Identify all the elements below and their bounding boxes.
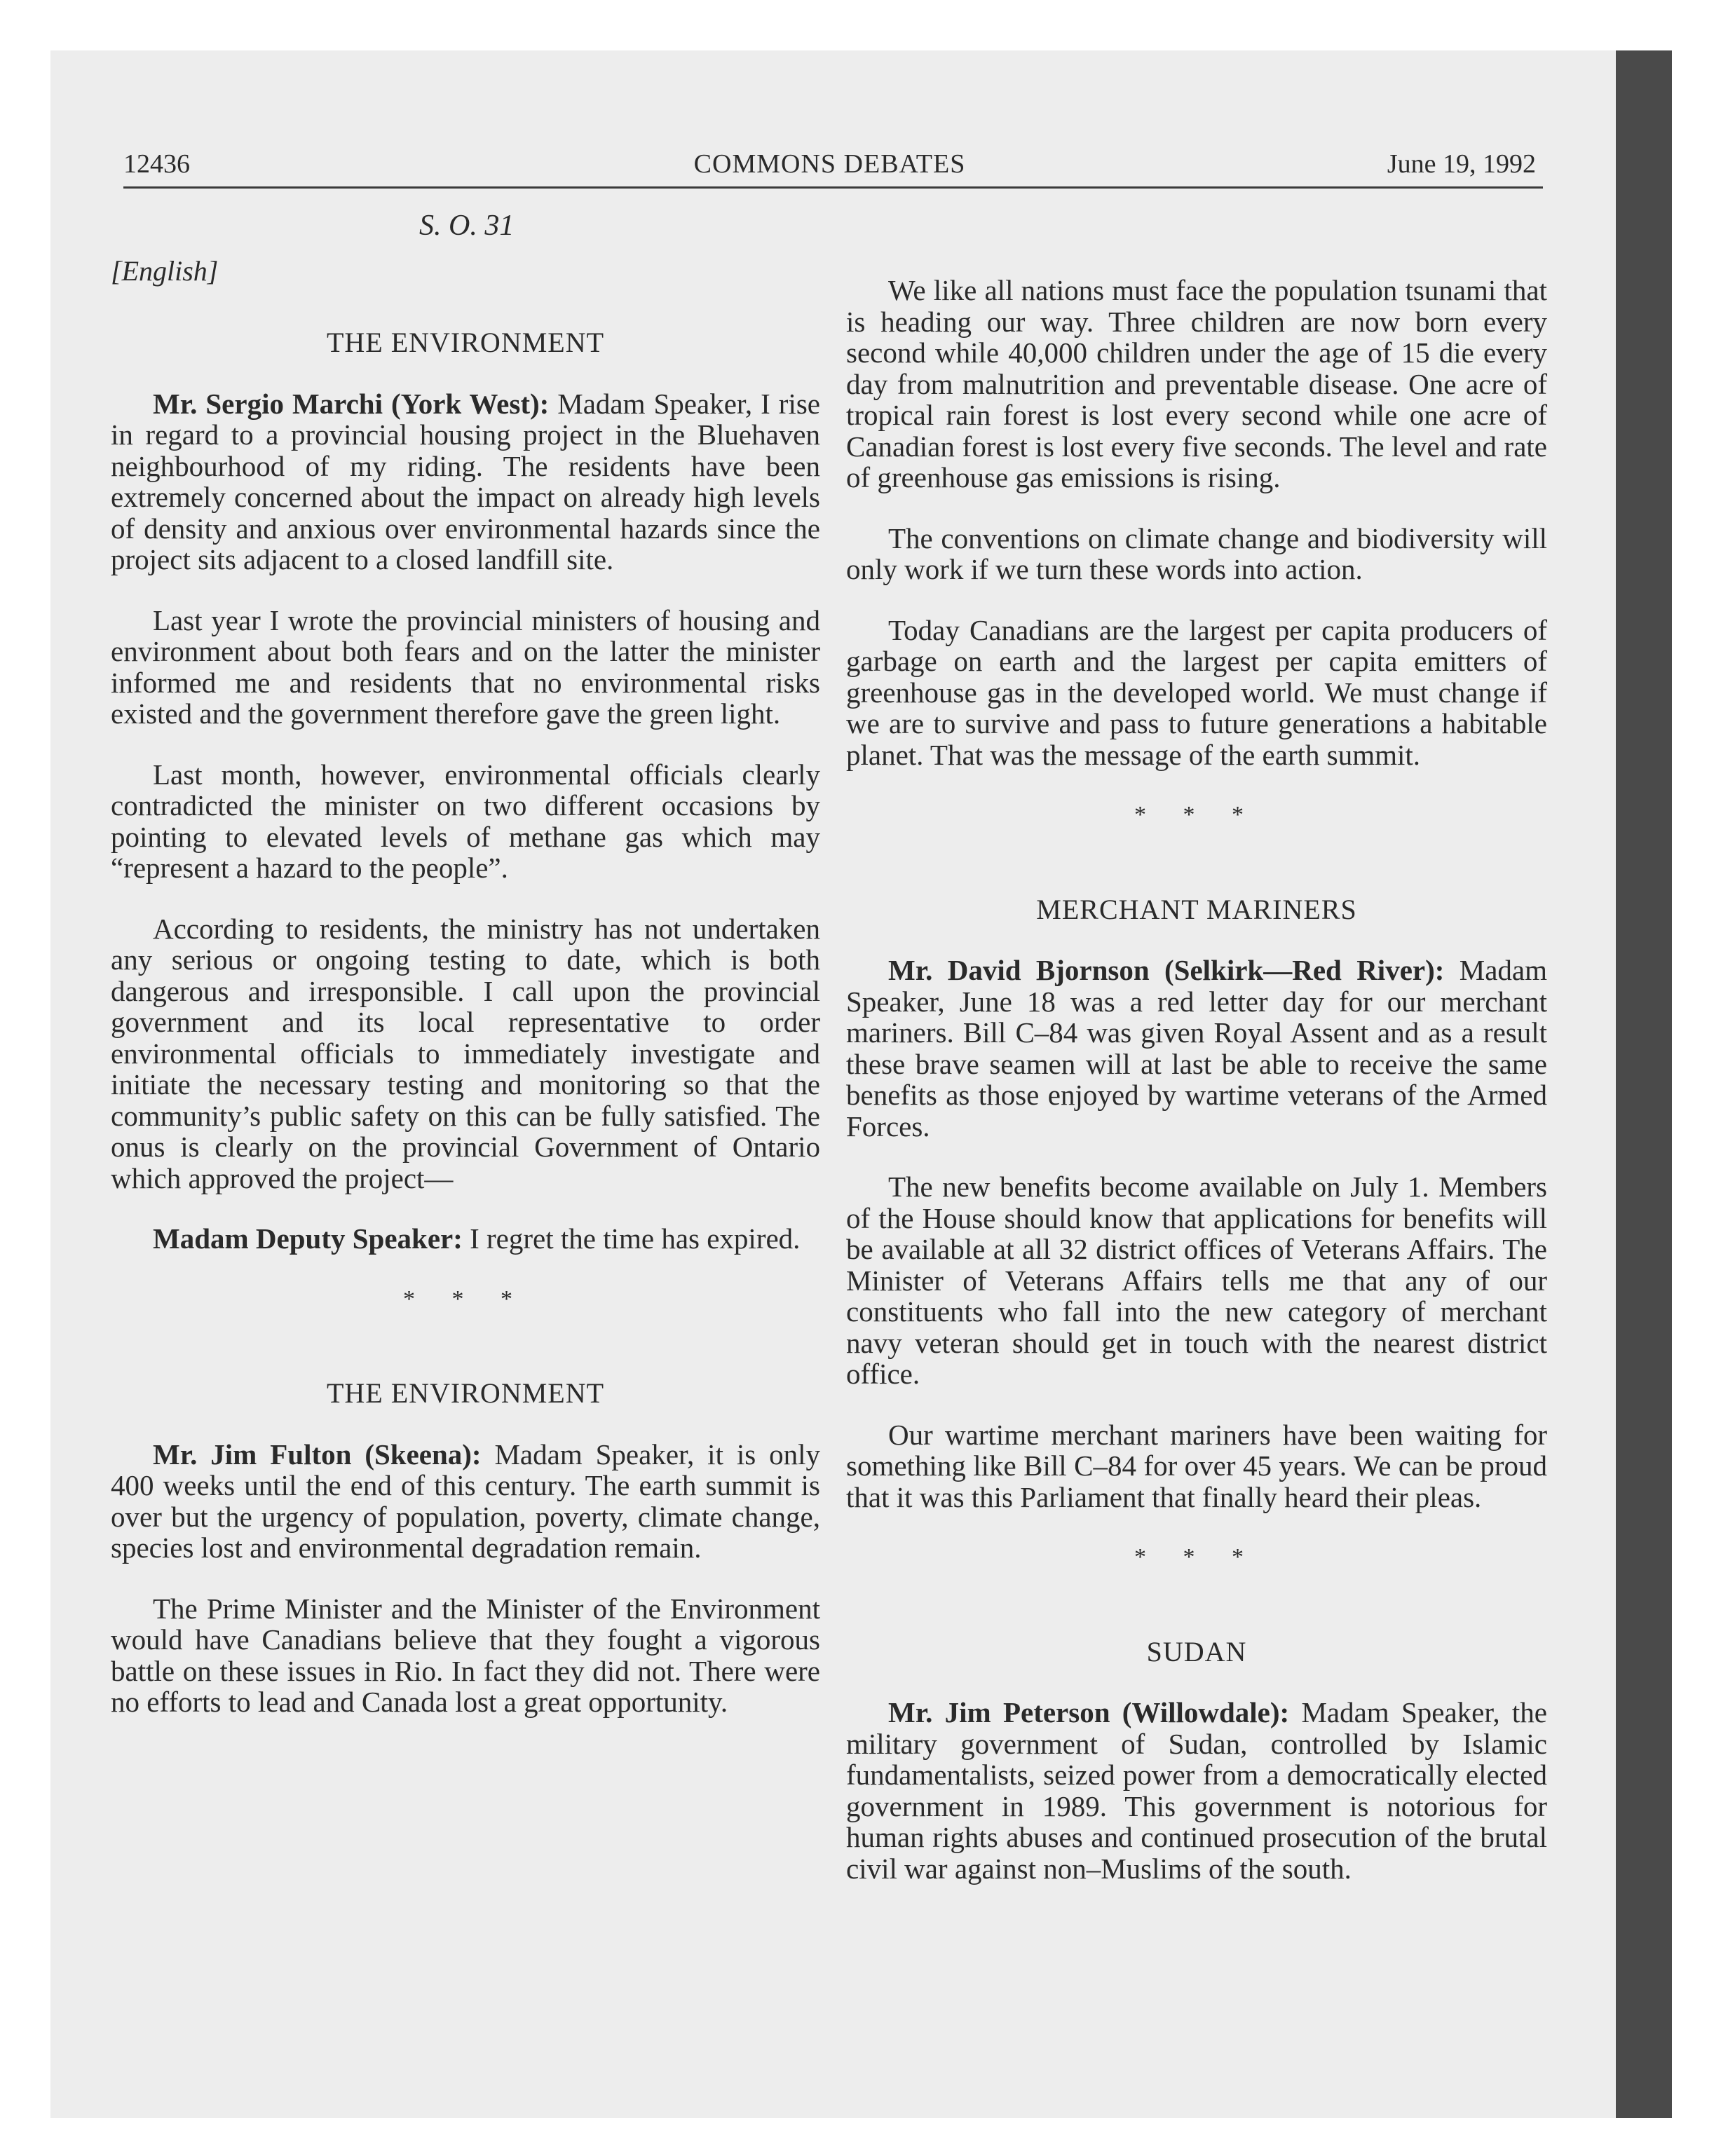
paragraph-deputy-speaker — [111, 1223, 820, 1255]
paragraph: Our wartime merchant mariners have been waiting for something like Bill C–84 for over 45 years. We can be proud that it was this Parliament that finally heard their pleas. — [846, 1418, 1547, 1513]
paragraph: The new benefits become available on July 1. Members of the House should know that applications for benefits will be available at all 32 district offices of Veterans Affairs. The Minister of Veterans Affairs tells me that any of our constituents who fall into the new category of merchant navy veteran should get in touch with the nearest district office. — [846, 1171, 1547, 1390]
left-column — [111, 210, 820, 1747]
speaker-name: Madam Deputy Speaker: — [153, 1222, 463, 1255]
paragraph-text: I regret the time has expired. — [462, 1222, 801, 1255]
paragraph-text: Madam Speaker, June 18 was a red letter day for our merchant mariners. Bill C–84 was given Royal Assent and as a result these brave seamen will at last be able to receive the same benefits as those enjoyed by wartime veterans of the Armed Forces. — [846, 954, 1547, 1142]
publication-title: COMMONS DEBATES — [693, 149, 966, 179]
paragraph: Last year I wrote the provincial ministers of housing and environment about both fears and on the latter the minister informed me and residents that no environmental risks existed and the government therefore gave the green light. — [111, 603, 820, 730]
standing-order-label: S. O. 31 — [419, 210, 515, 242]
right-column — [846, 275, 1547, 1913]
page-date: June 19, 1992 — [1387, 149, 1536, 179]
speaker-name: Mr. Sergio Marchi (York West): — [153, 387, 550, 420]
paragraph: The conventions on climate change and biodiversity will only work if we turn these words into action. — [846, 521, 1547, 585]
section-separator: * * * — [1134, 802, 1259, 828]
paragraph-marchi — [111, 388, 820, 575]
paragraph-text: Madam Speaker, I rise in regard to a provincial housing project in the Bluehaven neighbourhood of my riding. The residents have been extremely concerned about the impact on already high levels of density and anxious over environmental hazards since the project sits adjacent to a closed landfill site. — [111, 387, 820, 575]
speaker-name: Mr. Jim Fulton (Skeena): — [153, 1438, 482, 1471]
paragraph: Today Canadians are the largest per capita producers of garbage on earth and the largest per capita emitters of greenhouse gas in the developed world. We must change if we are to survive and pass to future generations a habitable planet. That was the message of the earth summit. — [846, 613, 1547, 771]
speaker-name: Mr. Jim Peterson (Willowdale): — [888, 1696, 1290, 1728]
section-heading-merchant-mariners: MERCHANT MARINERS — [1036, 893, 1357, 925]
header-rule — [123, 186, 1543, 189]
page-number: 12436 — [123, 149, 190, 179]
paragraph-bjornson — [846, 955, 1547, 1142]
section-heading-environment: THE ENVIRONMENT — [326, 327, 605, 358]
paragraph-text: Madam Speaker, the military government of Sudan, controlled by Islamic fundamentalists, seized power from a democratically elected government in 1989. This government is notorious for human rights abuses and continued prosecution of the brutal civil war against non–Muslims of the south. — [846, 1696, 1547, 1885]
paragraph: According to residents, the ministry has not undertaken any serious or ongoing testing to date, which is both dangerous and irresponsible. I call upon the provincial government and its local representative to order environmental officials to immediately investigate and initiate the necessary testing and monitoring so that the community’s public safety on this can be fully satisfied. The onus is clearly on the provincial Government of Ontario which approved the project— — [111, 912, 820, 1194]
scan-edge-shadow — [1616, 50, 1672, 2118]
section-heading-environment: THE ENVIRONMENT — [326, 1377, 605, 1409]
paragraph: The Prime Minister and the Minister of the Environment would have Canadians believe that they fought a vigorous battle on these issues in Rio. In fact they did not. There were no efforts to lead and Canada lost a great opportunity. — [111, 1592, 820, 1718]
speaker-name: Mr. David Bjornson (Selkirk—Red River): — [888, 954, 1445, 986]
paragraph: Last month, however, environmental officials clearly contradicted the minister on two different occasions by pointing to elevated levels of methane gas which may “represent a hazard to the people”. — [111, 758, 820, 884]
paragraph-fulton — [111, 1439, 820, 1564]
paragraph: We like all nations must face the population tsunami that is heading our way. Three children are now born every second while 40,000 children under the age of 15 die every day from malnutrition and preventable disease. One acre of tropical rain forest is lost every second while one acre of Canadian forest is lost every five seconds. The level and rate of greenhouse gas emissions is rising. — [846, 274, 1547, 493]
section-heading-sudan: SUDAN — [1146, 1635, 1247, 1667]
paragraph-text: Madam Speaker, it is only 400 weeks until the end of this century. The earth summit is over but the urgency of population, poverty, climate change, species lost and environmental degradation remain. — [111, 1438, 820, 1564]
section-separator: * * * — [403, 1285, 528, 1312]
section-separator: * * * — [1134, 1544, 1259, 1570]
paragraph-peterson — [846, 1697, 1547, 1884]
language-tag: [English] — [111, 254, 219, 287]
page-header — [123, 149, 1536, 191]
